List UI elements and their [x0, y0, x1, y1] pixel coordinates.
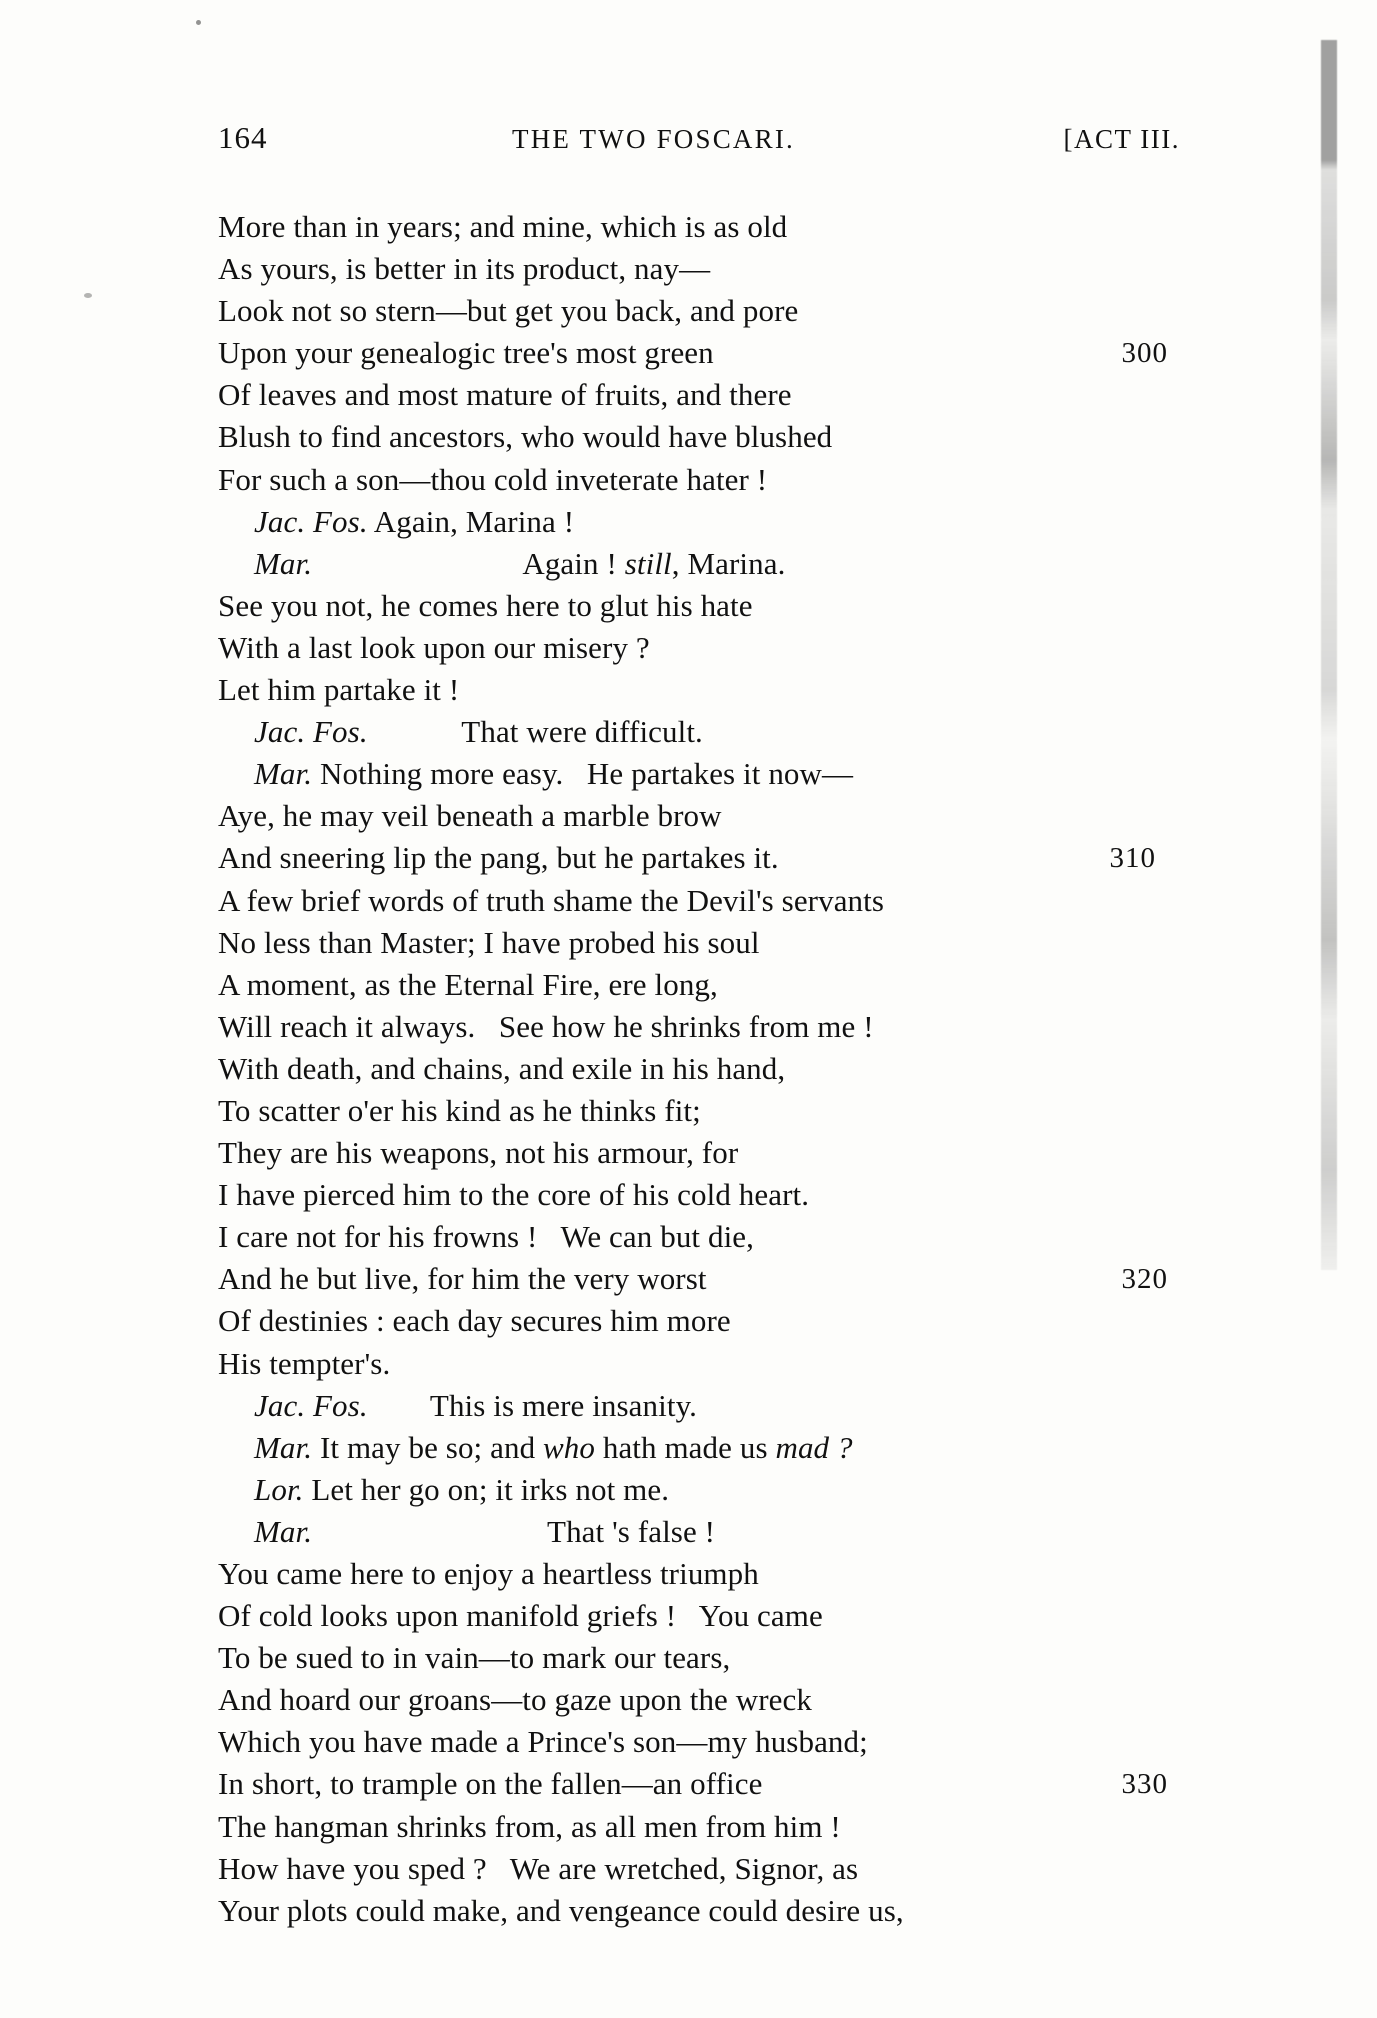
line-text: I care not for his frowns ! We can but die,: [218, 1219, 755, 1255]
line-text: You came here to enjoy a heartless triumph: [218, 1556, 759, 1591]
verse-line: [218, 1385, 1180, 1427]
line-number: 320: [1121, 1263, 1168, 1296]
verse-line: [218, 1469, 1180, 1511]
line-text: And hoard our groans—to gaze upon the wreck: [218, 1682, 812, 1718]
line-text: More than in years; and mine, which is as old: [218, 209, 788, 244]
verse-line: [218, 206, 1180, 248]
verse-line: [218, 1216, 1180, 1258]
line-text: I have pierced him to the core of his cold heart.: [218, 1177, 810, 1213]
line-text: Again !: [312, 545, 625, 581]
verse-line: [218, 753, 1180, 795]
line-text: Blush to find ancestors, who would have blushed: [218, 419, 833, 455]
speaker-label: Mar.: [254, 756, 313, 792]
speaker-label: Jac. Fos.: [254, 714, 368, 750]
line-text: See you not, he comes here to glut his hate: [218, 587, 753, 623]
binding-shadow: [1321, 40, 1337, 1270]
verse-line: [218, 1553, 1180, 1595]
verse-line: [218, 501, 1180, 543]
verse-line: [218, 669, 1180, 711]
line-text: Look not so stern—but get you back, and pore: [218, 293, 799, 329]
verse-line: [218, 837, 1180, 879]
line-text: Of cold looks upon manifold griefs ! You came: [218, 1598, 823, 1634]
verse-line: [218, 1090, 1180, 1132]
verse-line: [218, 374, 1180, 416]
verse-line: [218, 795, 1180, 837]
verse-line: [218, 543, 1180, 585]
verse-line: [218, 1637, 1180, 1679]
line-text: To scatter o'er his kind as he thinks fit;: [218, 1092, 701, 1128]
emphasis-word: mad ?: [775, 1429, 853, 1465]
line-text: The hangman shrinks from, as all men from him !: [218, 1808, 841, 1844]
verse-line: [218, 1763, 1180, 1805]
speaker-label: Jac. Fos.: [254, 1387, 368, 1423]
line-text: With death, and chains, and exile in his hand,: [218, 1050, 786, 1086]
verse-line: [218, 1300, 1180, 1342]
line-text: Let him partake it !: [218, 672, 460, 708]
verse-line: [218, 1132, 1180, 1174]
speaker-label: Mar.: [254, 1429, 313, 1465]
verse-line: [218, 880, 1180, 922]
line-text: And he but live, for him the very worst: [218, 1261, 707, 1297]
speaker-label: Lor.: [254, 1471, 304, 1507]
running-title: THE TWO FOSCARI.: [512, 124, 795, 154]
line-text: Upon your genealogic tree's most green: [218, 335, 714, 371]
emphasis-word: still: [624, 545, 672, 581]
page-header: [218, 120, 1180, 156]
line-text: And sneering lip the pang, but he partakes it.: [218, 840, 779, 876]
emphasis-word: who: [543, 1429, 595, 1465]
line-text: As yours, is better in its product, nay—: [218, 251, 711, 287]
line-text: No less than Master; I have probed his soul: [218, 924, 760, 960]
page-number: 164: [218, 120, 268, 155]
verse-line: [218, 1848, 1180, 1890]
verse-body: [218, 206, 1180, 1932]
verse-line: [218, 1174, 1180, 1216]
verse-line: [218, 964, 1180, 1006]
act-marker: [ACT III.: [1063, 124, 1180, 154]
verse-line: [218, 248, 1180, 290]
scan-speck: [84, 293, 92, 298]
speaker-label: Mar.: [254, 545, 313, 581]
line-number: 330: [1121, 1768, 1168, 1801]
verse-line: [218, 1006, 1180, 1048]
verse-line: [218, 416, 1180, 458]
line-number: 310: [1109, 842, 1156, 875]
line-text: A few brief words of truth shame the Devil's servants: [218, 882, 885, 918]
verse-line: [218, 711, 1180, 753]
verse-line: [218, 1595, 1180, 1637]
verse-line: [218, 585, 1180, 627]
line-text: Which you have made a Prince's son—my husband;: [218, 1724, 868, 1760]
line-text: Nothing more easy. He partakes it now—: [312, 756, 854, 792]
line-text: With a last look upon our misery ?: [218, 629, 650, 665]
speaker-label: Mar.: [254, 1513, 313, 1549]
verse-line: [218, 459, 1180, 501]
line-text: Of destinies : each day secures him more: [218, 1303, 731, 1339]
verse-line: [218, 1679, 1180, 1721]
speaker-label: Jac. Fos.: [254, 503, 368, 539]
line-text-tail: hath made us: [595, 1429, 776, 1465]
verse-line: [218, 332, 1180, 374]
verse-line: [218, 1258, 1180, 1300]
verse-line: [218, 1343, 1180, 1385]
line-text: Your plots could make, and vengeance could desire us,: [218, 1892, 904, 1928]
line-text: His tempter's.: [218, 1345, 391, 1381]
line-text: To be sued to in vain—to mark our tears,: [218, 1640, 731, 1676]
scan-speck: [196, 20, 201, 25]
line-text: Aye, he may veil beneath a marble brow: [218, 798, 722, 834]
verse-line: [218, 290, 1180, 332]
line-text: That were difficult.: [367, 714, 703, 750]
line-text: It may be so; and: [312, 1429, 544, 1465]
verse-line: [218, 1511, 1180, 1553]
line-text: They are his weapons, not his armour, for: [218, 1135, 739, 1171]
verse-line: [218, 1806, 1180, 1848]
verse-line: [218, 922, 1180, 964]
line-text: Of leaves and most mature of fruits, and there: [218, 377, 792, 413]
line-text: Let her go on; it irks not me.: [303, 1471, 670, 1507]
verse-line: [218, 627, 1180, 669]
line-text: In short, to trample on the fallen—an office: [218, 1766, 763, 1802]
line-text: Will reach it always. See how he shrinks from me !: [218, 1008, 874, 1044]
verse-line: [218, 1721, 1180, 1763]
verse-line: [218, 1427, 1180, 1469]
line-text: Again, Marina !: [367, 503, 575, 539]
verse-line: [218, 1048, 1180, 1090]
line-text-tail: , Marina.: [671, 545, 786, 581]
verse-line: [218, 1890, 1180, 1932]
line-text: A moment, as the Eternal Fire, ere long,: [218, 966, 718, 1002]
line-text: That 's false !: [312, 1513, 716, 1549]
line-number: 300: [1121, 337, 1168, 370]
line-text: For such a son—thou cold inveterate hater !: [218, 461, 768, 497]
line-text: This is mere insanity.: [367, 1387, 698, 1423]
line-text: How have you sped ? We are wretched, Signor, as: [218, 1850, 859, 1886]
